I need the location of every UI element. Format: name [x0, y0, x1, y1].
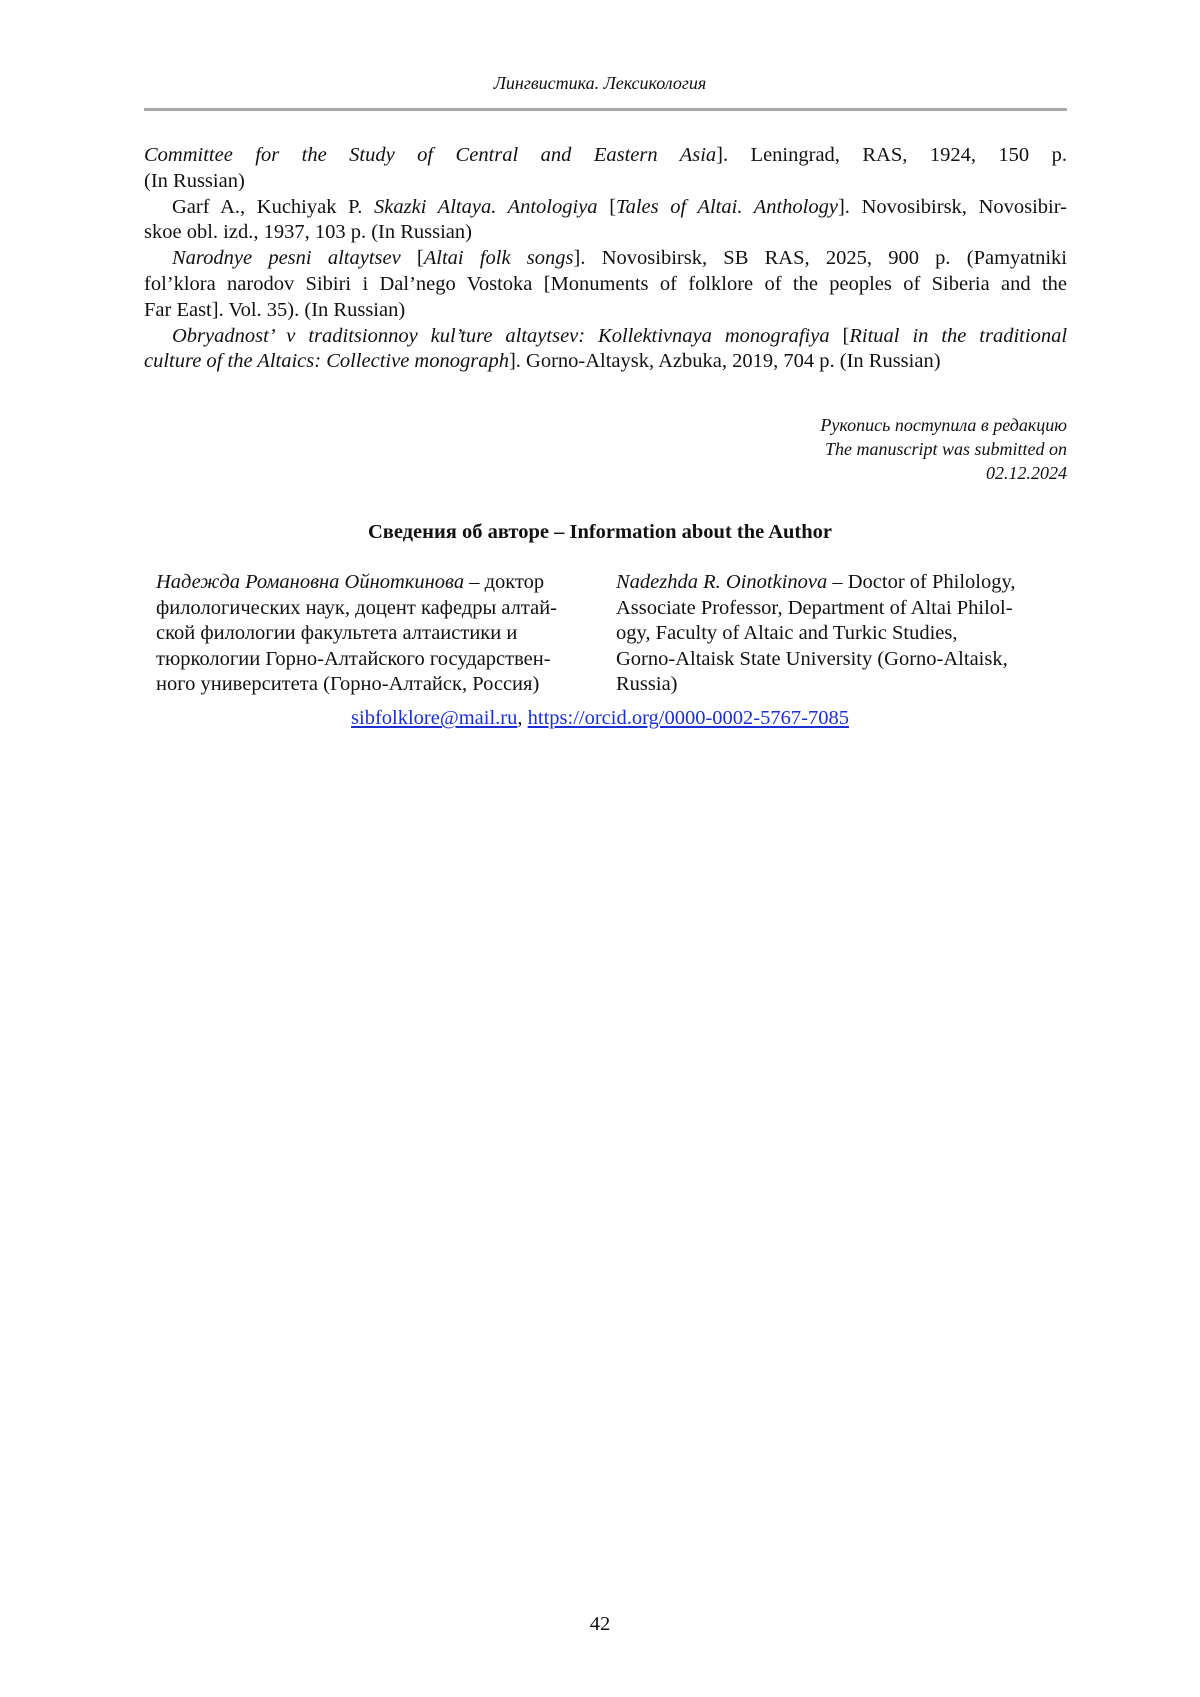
reference-details: ]. Novosibirsk, Novosibir-: [837, 195, 1067, 218]
reference-title-en: Committee for the Study of Central and Eastern Asia: [144, 144, 717, 166]
author-contacts: [0, 707, 1200, 730]
author-line: ской филологии факультета алтаистики и: [156, 622, 518, 644]
reference-item: [144, 324, 1067, 350]
reference-title-translit: Obryadnost’ v traditsionnoy kul’ture altaytsev: Kollektivnaya monografiya: [172, 324, 830, 347]
submission-en: The manuscript was submitted on: [824, 439, 1067, 459]
reference-authors: Garf A., Kuchiyak P.: [172, 195, 375, 218]
bracket: [: [597, 195, 617, 218]
orcid-link[interactable]: https://orcid.org/0000-0002-5767-7085: [527, 707, 849, 729]
reference-details: ]. Novosibirsk, SB RAS, 2025, 900 p. (Pamyatniki: [573, 247, 1067, 270]
reference-item: [144, 246, 1067, 272]
reference-title-en: Ritual in the traditional: [849, 324, 1068, 347]
author-line: [616, 570, 1056, 596]
author-name-ru: Надежда Романовна Ойноткинова: [156, 571, 465, 593]
reference-list: [144, 143, 1067, 375]
author-line: филологических наук, доцент кафедры алтай-: [156, 596, 557, 619]
reference-details: ]. Leningrad, RAS, 1924, 150 p.: [716, 144, 1068, 166]
reference-item-tail: (In Russian): [144, 169, 245, 192]
author-text: – Doctor of Philology,: [827, 571, 1016, 593]
reference-details-line: skoe obl. izd., 1937, 103 p. (In Russian): [144, 221, 472, 244]
author-line: тюркологии Горно-Алтайского государствен-: [156, 647, 551, 670]
reference-item: [144, 143, 1067, 169]
author-line: [156, 570, 596, 596]
author-line: ного университета (Горно-Алтайск, Россия): [156, 673, 540, 695]
submission-ru: Рукопись поступила в редакцию: [820, 415, 1067, 435]
email-link[interactable]: sibfolklore@mail.ru: [351, 707, 518, 729]
author-info-ru: [156, 570, 596, 698]
submission-date: 02.12.2024: [986, 463, 1067, 483]
bracket: [: [829, 324, 850, 347]
reference-details: ]. Gorno-Altaysk, Azbuka, 2019, 704 p. (In Russian): [508, 350, 941, 373]
submission-note: [600, 413, 1067, 485]
reference-title-translit: Narodnye pesni altaytsev: [172, 247, 401, 270]
author-name-en: Nadezhda R. Oinotkinova: [616, 571, 828, 593]
author-info-heading: Сведения об авторе – Information about the Author: [367, 521, 833, 543]
author-info-en: [616, 570, 1056, 698]
contact-separator: ,: [517, 707, 528, 729]
author-line: Associate Professor, Department of Altai Philol-: [616, 596, 1013, 619]
reference-title-en: culture of the Altaics: Collective monograph: [144, 350, 509, 373]
reference-details-line: [144, 349, 1067, 375]
bracket: [: [400, 247, 424, 270]
reference-title-en: Altai folk songs: [423, 247, 574, 270]
reference-details-line: Far East]. Vol. 35). (In Russian): [144, 298, 406, 321]
page-number: 42: [589, 1613, 611, 1635]
author-line: Gorno-Altaisk State University (Gorno-Altaisk,: [616, 647, 1008, 670]
reference-details-line: fol’klora narodov Sibiri i Dal’nego Vostoka [Monuments of folklore of the peoples of Siberia and the: [144, 272, 1067, 295]
header-rule: [144, 108, 1067, 111]
author-line: ogy, Faculty of Altaic and Turkic Studies,: [616, 622, 958, 644]
reference-title-translit: Skazki Altaya. Antologiya: [374, 195, 598, 218]
author-line: Russia): [616, 673, 678, 695]
reference-title-en: Tales of Altai. Anthology: [616, 195, 838, 218]
reference-item: [144, 195, 1067, 221]
author-text: – доктор: [464, 571, 545, 593]
running-title: Лингвистика. Лексикология: [493, 73, 707, 93]
